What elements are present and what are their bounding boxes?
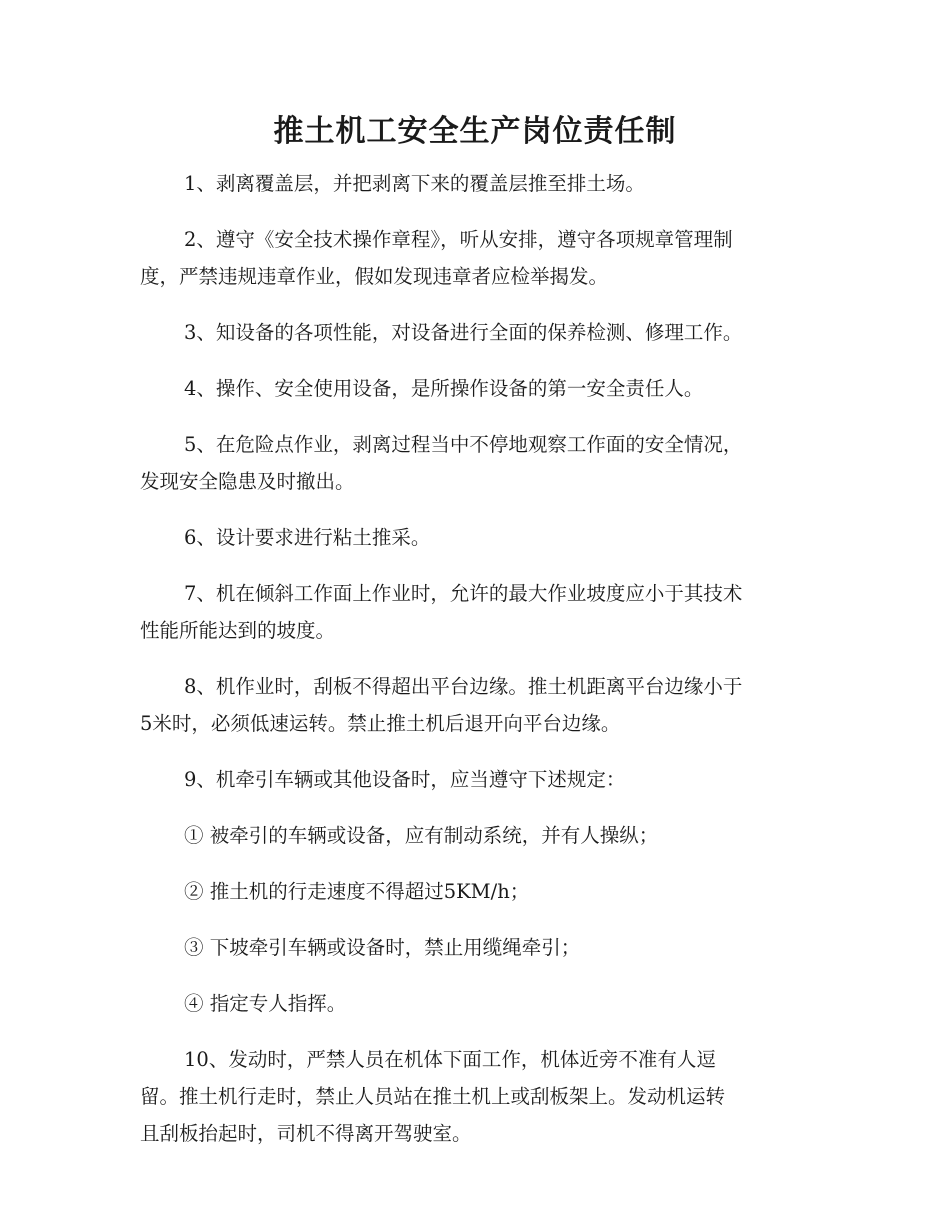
paragraph-line: 10、发动时，严禁人员在机体下面工作，机体近旁不准有人逗: [184, 1048, 716, 1071]
paragraph-line: 7、机在倾斜工作面上作业时，允许的最大作业坡度应小于其技术: [184, 582, 743, 605]
paragraph-4: [140, 370, 808, 407]
document-title: 推土机工安全生产岗位责任制: [273, 114, 677, 149]
paragraph-line: ③ 下坡牵引车辆或设备时，禁止用缆绳牵引；: [184, 936, 581, 959]
paragraph-line: 度，严禁违规违章作业，假如发现违章者应检举揭发。: [140, 265, 609, 288]
paragraph-line: 5、在危险点作业，剥离过程当中不停地观察工作面的安全情况，: [184, 433, 743, 456]
paragraph-line: 8、机作业时，刮板不得超出平台边缘。推土机距离平台边缘小于: [184, 675, 743, 698]
paragraph-7: [140, 575, 808, 649]
paragraph-8: [140, 668, 808, 742]
sub-item-3: [140, 929, 808, 966]
paragraph-5: [140, 426, 808, 500]
sub-item-1: [140, 817, 808, 854]
sub-item-4: [140, 985, 808, 1022]
paragraph-10: [140, 1041, 808, 1152]
paragraph-line: 留。推土机行走时，禁止人员站在推土机上或刮板架上。发动机运转: [140, 1085, 726, 1108]
paragraph-line: 9、机牵引车辆或其他设备时，应当遵守下述规定：: [184, 768, 626, 791]
sub-item-2: [140, 873, 808, 910]
paragraph-6: [140, 519, 808, 556]
paragraph-line: 5米时，必须低速运转。禁止推土机后退开向平台边缘。: [140, 712, 621, 735]
paragraph-line: 6、设计要求进行粘土推采。: [184, 526, 431, 549]
paragraph-line: 2、遵守《安全技术操作章程》，听从安排，遵守各项规章管理制: [184, 228, 733, 251]
paragraph-line: 1、剥离覆盖层，并把剥离下来的覆盖层推至排土场。: [184, 172, 645, 195]
paragraph-9: [140, 761, 808, 798]
paragraph-line: 发现安全隐患及时撤出。: [140, 470, 355, 493]
paragraph-line: 且刮板抬起时，司机不得离开驾驶室。: [140, 1122, 472, 1145]
paragraph-line: ① 被牵引的车辆或设备，应有制动系统，并有人操纵；: [184, 824, 659, 847]
paragraph-line: ② 推土机的行走速度不得超过5KM/h；: [184, 880, 530, 903]
paragraph-line: 性能所能达到的坡度。: [140, 619, 336, 642]
paragraph-line: 3、知设备的各项性能，对设备进行全面的保养检测、修理工作。: [184, 321, 743, 344]
paragraph-3: [140, 314, 808, 351]
paragraph-2: [140, 221, 808, 295]
paragraph-1: [140, 165, 808, 202]
paragraph-line: ④ 指定专人指挥。: [184, 992, 347, 1015]
paragraph-line: 4、操作、安全使用设备，是所操作设备的第一安全责任人。: [184, 377, 704, 400]
document-body: [140, 165, 808, 1152]
